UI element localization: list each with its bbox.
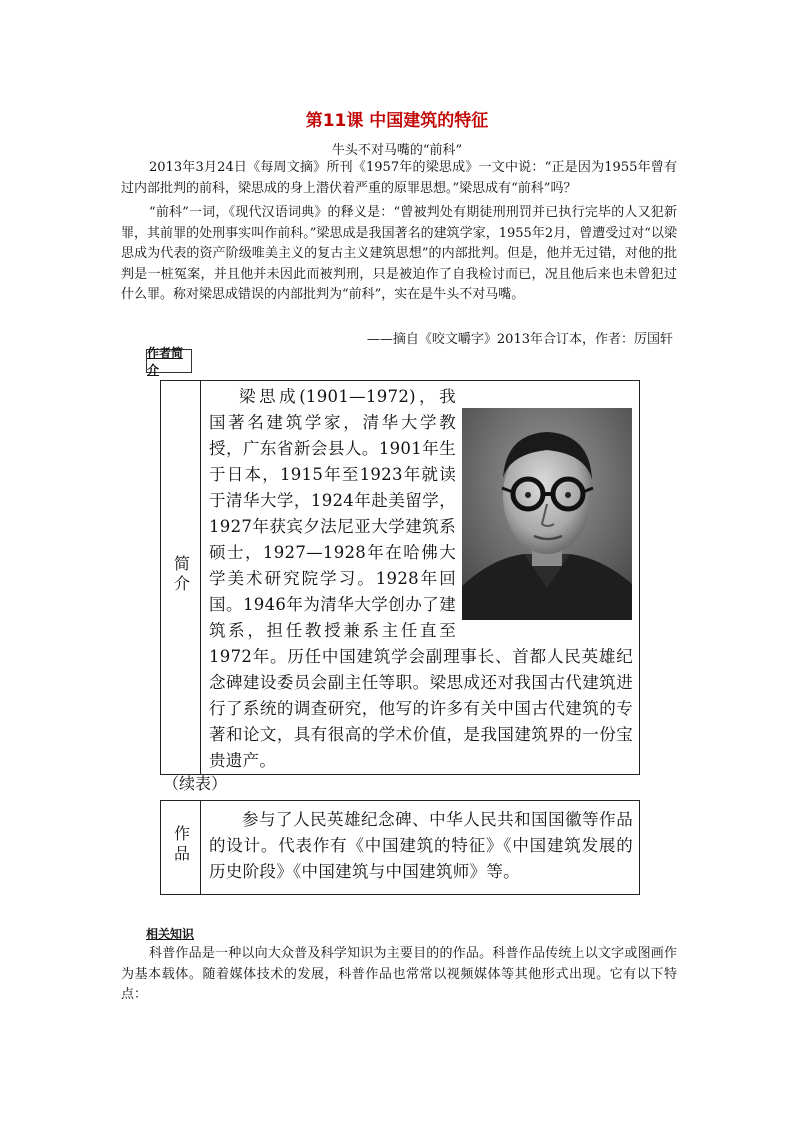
works-text: 参与了人民英雄纪念碑、中华人民共和国国徽等作品的设计。代表作有《中国建筑的特征》《中国建筑发展的历史阶段》《中国建筑与中国建筑师》等。 — [209, 810, 633, 881]
related-paragraph: 科普作品是一种以向大众普及科学知识为主要目的的作品。科普作品传统上以文字或图画作为基本载体。随着媒体技术的发展，科普作品也常常以视频媒体等其他形式出现。它有以下特点： — [121, 946, 677, 1002]
works-label: 作品 — [171, 824, 191, 865]
portrait-icon — [462, 408, 632, 620]
intro-content — [201, 381, 639, 774]
intro-label-cell — [161, 381, 201, 775]
intro-content-cell — [201, 381, 640, 775]
source-citation: ——摘自《咬文嚼字》2013年合订本，作者：厉国轩 — [366, 332, 673, 347]
intro-label: 简介 — [171, 554, 191, 595]
author-intro-table — [160, 380, 640, 775]
lesson-title: 第11课 中国建筑的特征 — [305, 111, 489, 131]
author-intro-label: 作者简介 — [146, 349, 192, 373]
works-label-cell — [161, 801, 201, 895]
continued-label: （续表） — [163, 774, 228, 793]
works-content-cell — [201, 801, 640, 895]
works-table — [160, 800, 640, 895]
paragraph-1: 2013年3月24日《每周文摘》所刊《1957年的梁思成》一文中说：“正是因为1955年曾有过内部批判的前科，梁思成的身上潜伏着严重的原罪思想。”梁思成有“前科”吗？ — [121, 160, 677, 196]
article-subtitle: 牛头不对马嘴的“前科” — [331, 143, 463, 158]
related-knowledge-label: 相关知识 — [146, 926, 202, 940]
paragraph-2: “前科”一词，《现代汉语词典》的释义是：“曾被判处有期徒刑刑罚并已执行完毕的人又犯新罪，其前罪的处刑事实叫作前科。”梁思成是我国著名的建筑学家，1955年2月，曾遭受过对“以梁思成为代表的资产阶级唯美主义的复古主义建筑思想”的内部批判。但是，他并无过错，对他的批判是一桩冤案，并且他并未因此而被判刑，只是被迫作了自我检讨而已，况且他后来也未曾犯过什么罪。称对梁思成错误的内部批判为“前科”，实在是牛头不对马嘴。 — [121, 205, 677, 302]
portrait-photo — [462, 408, 632, 620]
intro-text: 梁思成(1901—1972)，我国著名建筑学家，清华大学教授，广东省新会县人。1901年生于日本，1915年至1923年就读于清华大学，1924年赴美留学，1927年获宾夕法尼亚大学建筑系硕士，1927—1928年在哈佛大学美术研究院学习。1928年回国。1946年为清华大学创办了建筑系，担任教授兼系主任直至1972年。历任中国建筑学会副理事长、首都人民英雄纪念碑建设委员会副主任等职。梁思成还对我国古代建筑进行了系统的调查研究，他写的许多有关中国古代建筑的专著和论文，具有很高的学术价值，是我国建筑界的一份宝贵遗产。 — [209, 387, 633, 770]
